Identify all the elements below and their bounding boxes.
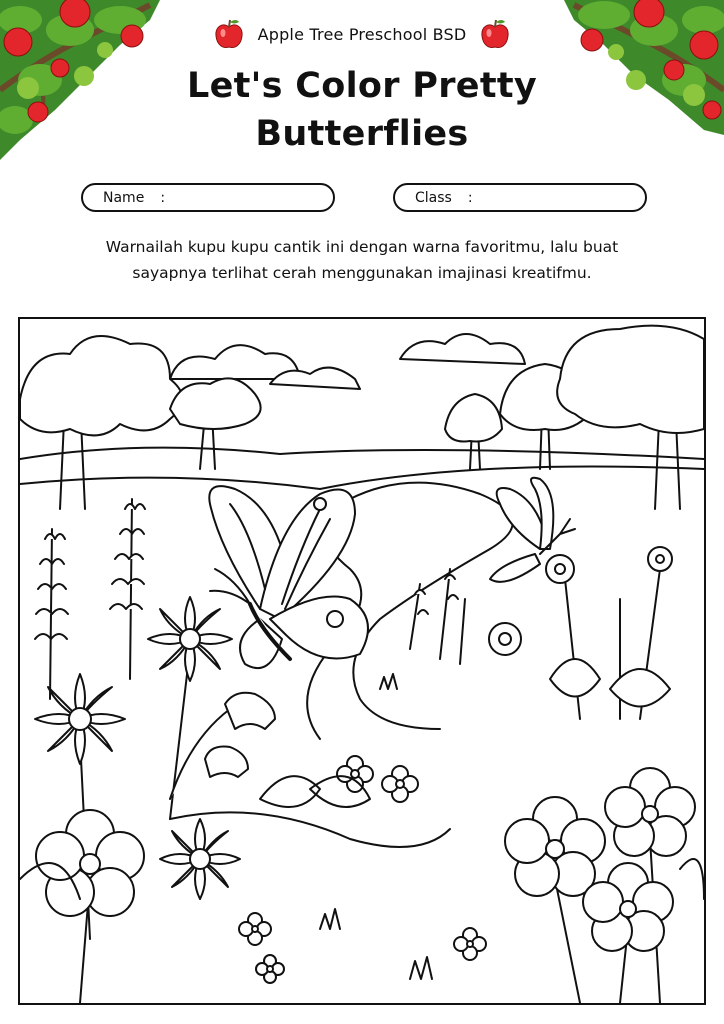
bell-flowers: [170, 693, 275, 799]
wildflowers-right: [410, 547, 672, 719]
page-title: [0, 62, 724, 158]
class-field[interactable]: [393, 183, 647, 212]
class-label: Class: [415, 189, 452, 206]
butterfly-large: [209, 486, 368, 668]
school-name: Apple Tree Preschool BSD: [257, 24, 467, 44]
instructions-line1: Warnailah kupu kupu cantik ini dengan warna favoritmu, lalu buat: [105, 238, 619, 256]
instructions-line2: sayapnya terlihat cerah menggunakan imajinasi kreatifmu.: [132, 264, 592, 282]
apple-icon: [480, 18, 510, 50]
apple-icon: [214, 18, 244, 50]
instructions: [62, 234, 662, 286]
background-hills: [20, 448, 704, 489]
page-title-line2: Butterflies: [255, 114, 469, 154]
school-header: [0, 16, 724, 52]
lupine-flowers: [35, 499, 145, 699]
large-flowers-bottom-right: [505, 768, 695, 1003]
page-title-line1: Let's Color Pretty: [186, 66, 538, 106]
large-flower-bottom-left: [36, 810, 144, 1003]
name-label: Name: [103, 189, 145, 206]
name-field[interactable]: [81, 183, 335, 212]
small-flowers: [239, 756, 486, 983]
coloring-scene: [18, 317, 706, 1005]
name-separator: :: [160, 189, 166, 206]
class-separator: :: [467, 189, 473, 206]
